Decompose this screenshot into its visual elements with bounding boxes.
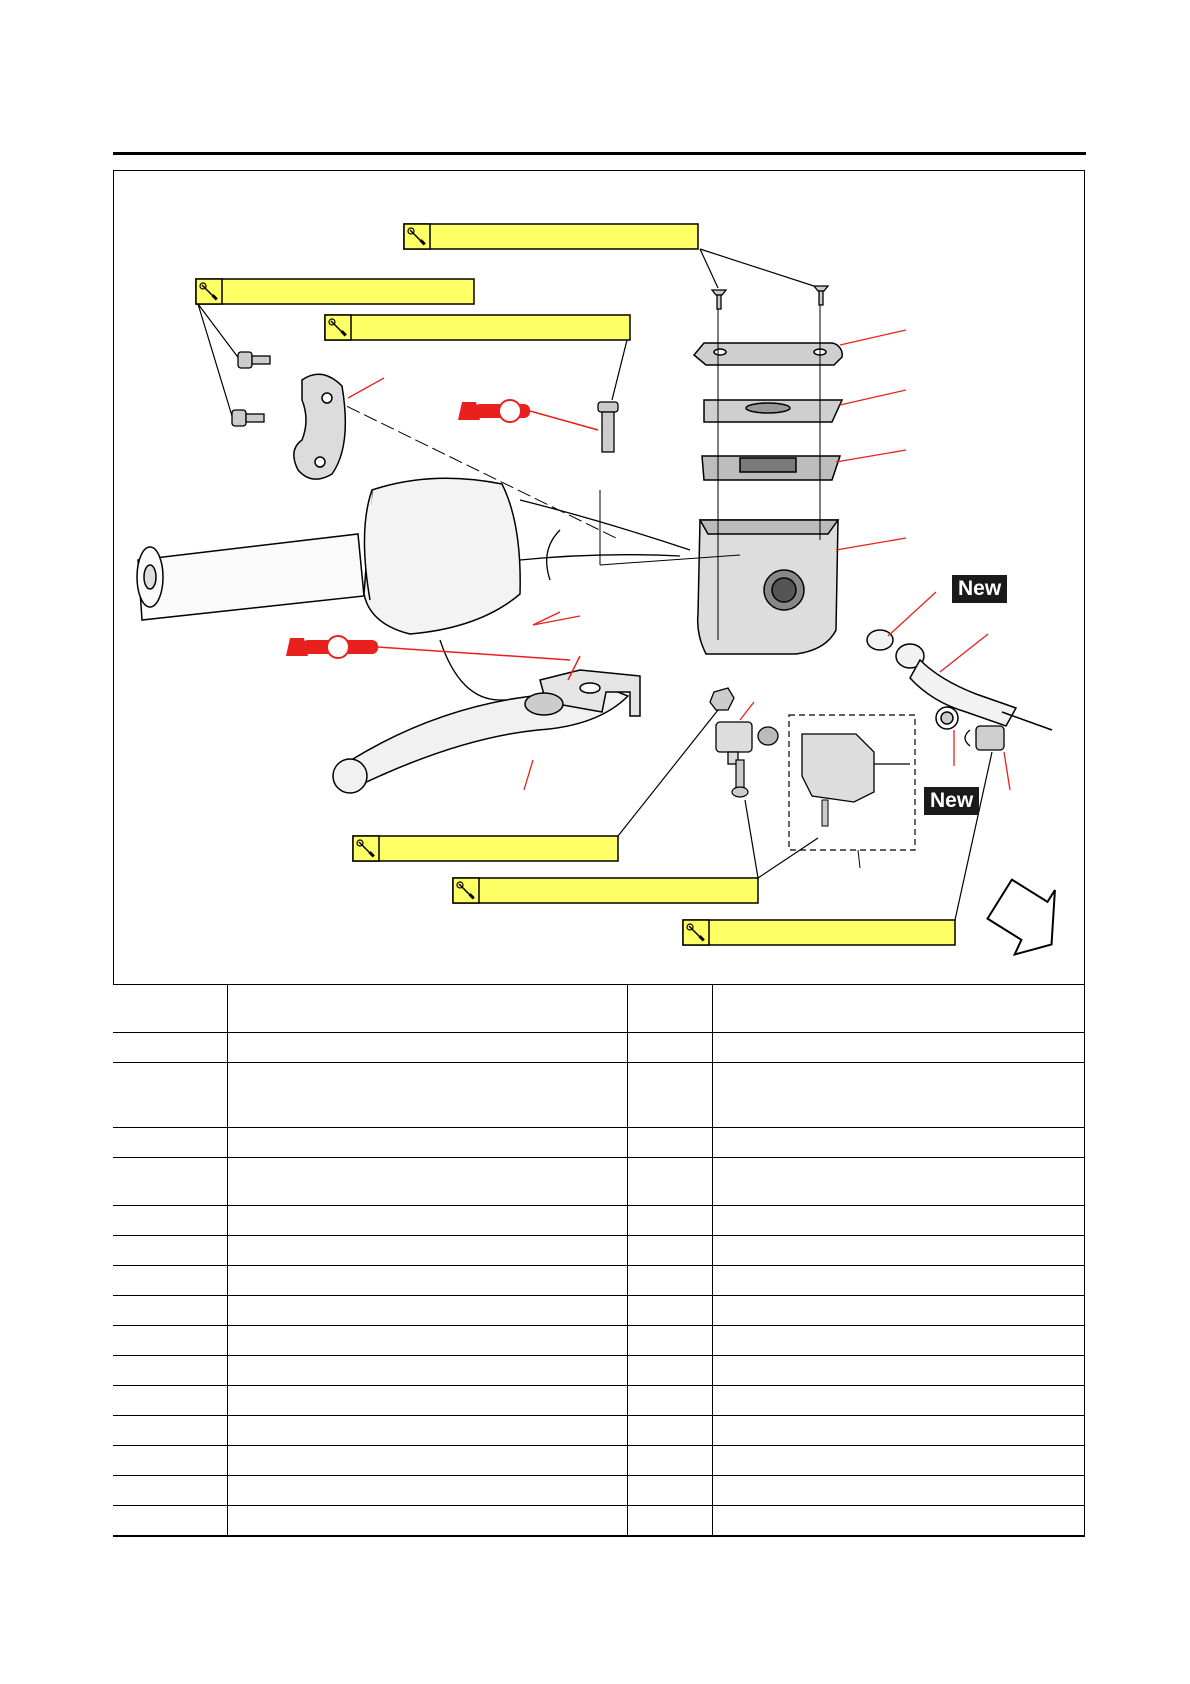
table-cell [228, 1158, 628, 1206]
table-row [113, 1266, 1085, 1296]
table-cell [628, 1063, 713, 1128]
table-cell [628, 985, 713, 1033]
table-cell [113, 1386, 228, 1416]
table-row [113, 1033, 1085, 1063]
table-cell [713, 1158, 1085, 1206]
table-row [113, 1506, 1085, 1536]
table-cell [713, 1266, 1085, 1296]
table-cell [113, 1236, 228, 1266]
table-row [113, 985, 1085, 1033]
diaphragm [702, 456, 840, 480]
table-cell [228, 1446, 628, 1476]
torque-wrench-icon [353, 836, 379, 861]
table-cell [713, 1206, 1085, 1236]
torque-wrench-icon [683, 920, 709, 945]
table-cell [713, 1063, 1085, 1128]
union-bolt [965, 726, 1004, 750]
table-cell [713, 1033, 1085, 1063]
torque-wrench-icon [196, 279, 222, 304]
table-cell [628, 1128, 713, 1158]
forward-arrow-icon [979, 868, 1077, 968]
table-cell [713, 985, 1085, 1033]
table-row [113, 1416, 1085, 1446]
table-cell [113, 1296, 228, 1326]
table-cell [228, 1296, 628, 1326]
table-cell [113, 1266, 228, 1296]
table-cell [628, 1386, 713, 1416]
table-cell [228, 1416, 628, 1446]
brake-light-switch [716, 722, 778, 764]
table-cell [628, 1266, 713, 1296]
grease-marker-upper [458, 400, 598, 430]
table-cell [113, 1476, 228, 1506]
torque-wrench-icon [453, 878, 479, 903]
table-cell [228, 1206, 628, 1236]
new-badge: New [924, 787, 979, 815]
table-cell [113, 1206, 228, 1236]
torque-box-1 [404, 224, 698, 249]
lever-nut [710, 688, 734, 710]
handlebar-switch [364, 478, 520, 634]
table-cell [713, 1416, 1085, 1446]
table-cell [628, 1033, 713, 1063]
table-row [113, 1476, 1085, 1506]
grease-marker-lower [286, 636, 580, 680]
table-cell [628, 1206, 713, 1236]
switch-screw [732, 760, 748, 797]
table-cell [628, 1446, 713, 1476]
table-cell [713, 1128, 1085, 1158]
table-cell [628, 1326, 713, 1356]
table-cell [228, 1266, 628, 1296]
table-cell [113, 1506, 228, 1536]
parts-table [113, 984, 1085, 1537]
table-cell [228, 1128, 628, 1158]
table-cell [228, 1236, 628, 1266]
table-cell [113, 1416, 228, 1446]
torque-box-3 [325, 315, 630, 340]
table-cell [713, 1236, 1085, 1266]
torque-box-4 [353, 836, 618, 861]
torque-wrench-icon [404, 224, 430, 249]
table-cell [228, 1326, 628, 1356]
table-cell [113, 1128, 228, 1158]
table-cell [113, 985, 228, 1033]
table-cell [628, 1158, 713, 1206]
table-cell [228, 1063, 628, 1128]
table-row [113, 1236, 1085, 1266]
table-row [113, 1356, 1085, 1386]
table-cell [713, 1296, 1085, 1326]
torque-box-2 [196, 279, 474, 304]
table-cell [228, 1356, 628, 1386]
table-cell [228, 1386, 628, 1416]
table-cell [113, 1356, 228, 1386]
table-cell [628, 1476, 713, 1506]
table-cell [713, 1386, 1085, 1416]
table-row [113, 1063, 1085, 1128]
diaphragm-plate [704, 400, 842, 422]
table-cell [628, 1506, 713, 1536]
table-row [113, 1326, 1085, 1356]
table-cell [713, 1356, 1085, 1386]
table-row [113, 1386, 1085, 1416]
cap-screws [712, 286, 828, 309]
table-cell [228, 1506, 628, 1536]
table-cell [628, 1236, 713, 1266]
table-cell [113, 1446, 228, 1476]
torque-box-5 [453, 878, 758, 903]
new-badge: New [952, 575, 1007, 603]
table-cell [113, 1158, 228, 1206]
table-row [113, 1158, 1085, 1206]
table-cell [628, 1356, 713, 1386]
table-row [113, 1446, 1085, 1476]
lever-pivot-bolt [598, 402, 618, 452]
table-cell [228, 1033, 628, 1063]
handlebar-grip [137, 534, 364, 620]
master-cylinder [698, 520, 838, 654]
table-row [113, 1296, 1085, 1326]
torque-wrench-icon [325, 315, 351, 340]
table-cell [628, 1296, 713, 1326]
table-cell [713, 1326, 1085, 1356]
table-cell [113, 1033, 228, 1063]
table-cell [713, 1506, 1085, 1536]
table-cell [228, 985, 628, 1033]
table-cell [228, 1476, 628, 1506]
table-cell [628, 1416, 713, 1446]
table-row [113, 1206, 1085, 1236]
table-cell [713, 1476, 1085, 1506]
table-cell [113, 1326, 228, 1356]
copper-washers [936, 707, 958, 729]
torque-box-6 [683, 920, 955, 945]
brake-lever [333, 670, 640, 793]
holder-bolts [232, 352, 270, 426]
table-cell [713, 1446, 1085, 1476]
table-cell [113, 1063, 228, 1128]
holder-clamp [294, 374, 346, 479]
table-row [113, 1128, 1085, 1158]
